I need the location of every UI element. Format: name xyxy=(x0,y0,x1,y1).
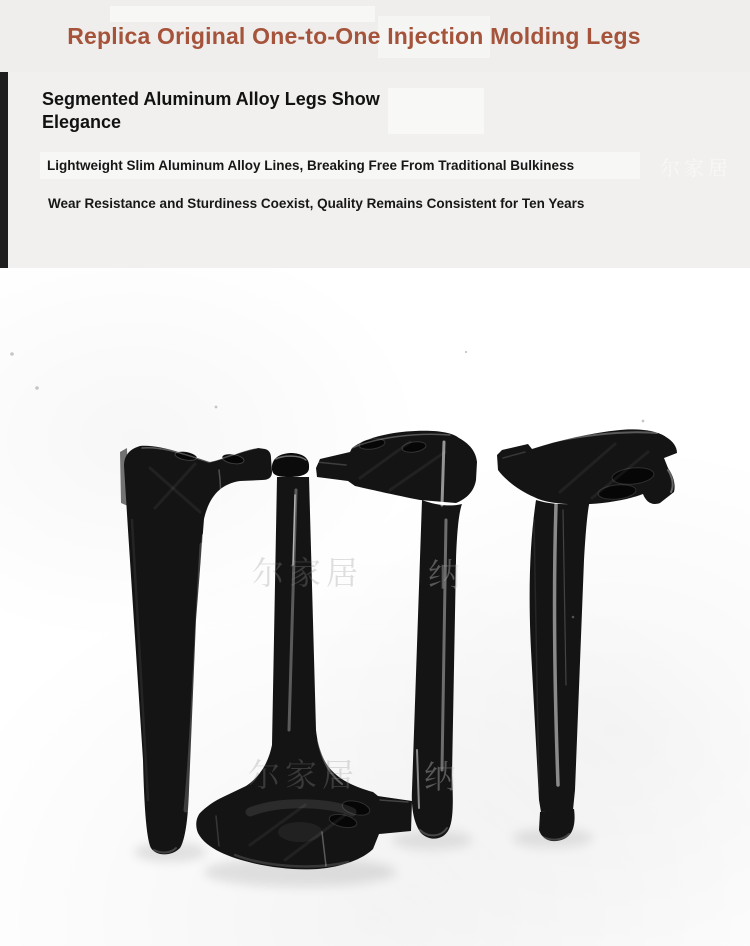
leg2-body xyxy=(196,477,412,869)
leg-center-bracket xyxy=(316,431,477,839)
feature-line-1: Lightweight Slim Aluminum Alloy Lines, Breaking Free From Traditional Bulkiness xyxy=(47,158,575,173)
leg3-bracket xyxy=(316,431,477,503)
feature-line-2: Wear Resistance and Sturdiness Coexist, Quality Remains Consistent for Ten Years xyxy=(48,196,585,211)
watermark-text: 纳 xyxy=(424,759,457,795)
leg-middle-inverted xyxy=(196,453,412,869)
title-banner xyxy=(0,0,750,72)
section-heading-line1: Segmented Aluminum Alloy Legs Show xyxy=(42,89,380,109)
section-light-patch xyxy=(388,88,484,134)
left-accent-strip xyxy=(0,72,8,268)
product-photo-image xyxy=(0,268,750,946)
section-heading-line2: Elegance xyxy=(42,112,122,132)
product-photo xyxy=(0,268,750,946)
watermark-text: 尔家居 xyxy=(660,158,732,180)
leg-right-bar xyxy=(497,429,677,841)
page-title: Replica Original One-to-One Injection Molding Legs xyxy=(67,22,641,49)
watermark-text: 尔家居 xyxy=(248,757,360,793)
leg3-column xyxy=(412,500,462,839)
watermark-text: 纳 xyxy=(428,557,461,593)
watermark-text: 尔家居 xyxy=(252,555,364,591)
feature-section xyxy=(0,72,750,268)
section-heading xyxy=(42,88,380,134)
